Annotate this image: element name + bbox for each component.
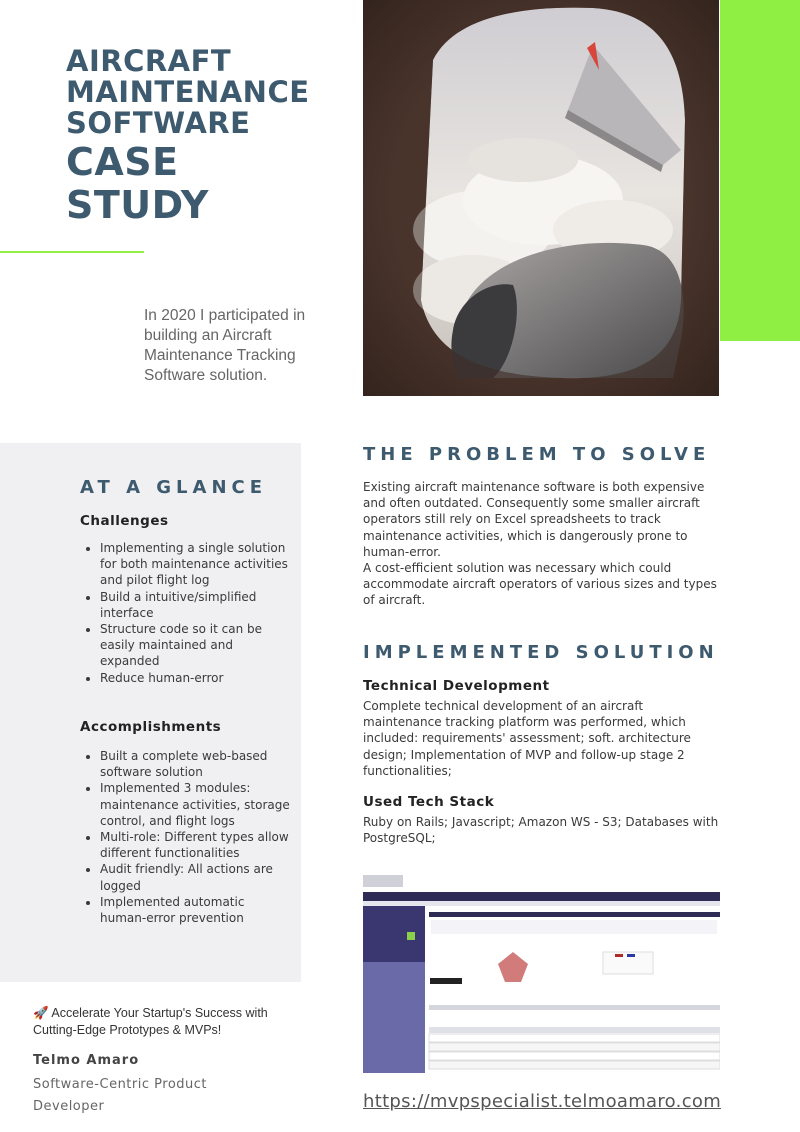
list-item: • Implemented automatic human-error prevention <box>100 894 290 926</box>
green-accent-block <box>720 0 800 341</box>
promo-text <box>33 1005 303 1039</box>
list-item: • Built a complete web-based software solution <box>100 748 290 780</box>
list-item: • Multi-role: Different types allow different functionalities <box>100 829 290 861</box>
solution-heading: IMPLEMENTED SOLUTION <box>363 642 719 663</box>
solution-section <box>363 642 733 846</box>
tech-dev-title: Technical Development <box>363 678 550 694</box>
stack-text: Ruby on Rails; Javascript; Amazon WS - S3; Databases with PostgreSQL; <box>363 815 719 846</box>
problem-paragraph: A cost-efficient solution was necessary which could accommodate aircraft operators of various sizes and types of aircraft. <box>363 561 717 608</box>
accomplishments-list <box>80 748 290 926</box>
challenges-list <box>80 540 290 686</box>
list-item: • Implemented 3 modules: maintenance activities, storage control, and flight logs <box>100 780 290 829</box>
glance-heading: AT A GLANCE <box>80 477 268 498</box>
website-link[interactable]: https://mvpspecialist.telmoamaro.com <box>363 1091 722 1112</box>
accent-divider <box>0 251 144 253</box>
problem-section <box>363 444 733 609</box>
title-line: SOFTWARE <box>66 106 251 140</box>
title-line: CASE <box>66 140 179 184</box>
stack-title: Used Tech Stack <box>363 794 495 811</box>
author-role: Software-Centric Product Developer <box>33 1077 208 1114</box>
list-item: • Structure code so it can be easily maintained and expanded <box>100 621 290 670</box>
list-item: • Implementing a single solution for both maintenance activities and pilot flight log <box>100 540 290 589</box>
tech-dev-text: Complete technical development of an aircraft maintenance tracking platform was performed, which included: requirements' assessment; soft. architecture design; Implementation of MVP and follow-up stage 2 functionalities; <box>363 699 691 778</box>
at-a-glance-panel <box>0 443 301 982</box>
app-screenshot-image <box>363 872 720 1073</box>
problem-heading: THE PROBLEM TO SOLVE <box>363 444 711 465</box>
title-line: AIRCRAFT <box>66 44 232 78</box>
title-line: MAINTENANCE <box>66 75 310 109</box>
title-line: STUDY <box>66 183 209 227</box>
promo-message: Accelerate Your Startup's Success with Cutting-Edge Prototypes & MVPs! <box>33 1006 268 1037</box>
list-item: • Audit friendly: All actions are logged <box>100 861 290 893</box>
intro-text: In 2020 I participated in building an Aircraft Maintenance Tracking Software solution. <box>144 307 306 384</box>
page-title <box>66 46 310 225</box>
problem-paragraph: Existing aircraft maintenance software is both expensive and often outdated. Consequently some smaller aircraft operators still rely on Excel spreadsheets to track maintenance activities, which is dangerously prone to human-error. <box>363 480 705 559</box>
author-name: Telmo Amaro <box>33 1053 140 1068</box>
list-item: • Reduce human-error <box>100 670 290 686</box>
challenges-title: Challenges <box>80 513 169 529</box>
list-item: • Build a intuitive/simplified interface <box>100 589 290 621</box>
rocket-icon: 🚀 <box>33 1006 49 1020</box>
airplane-window-photo <box>363 0 719 396</box>
accomplishments-title: Accomplishments <box>80 719 222 735</box>
